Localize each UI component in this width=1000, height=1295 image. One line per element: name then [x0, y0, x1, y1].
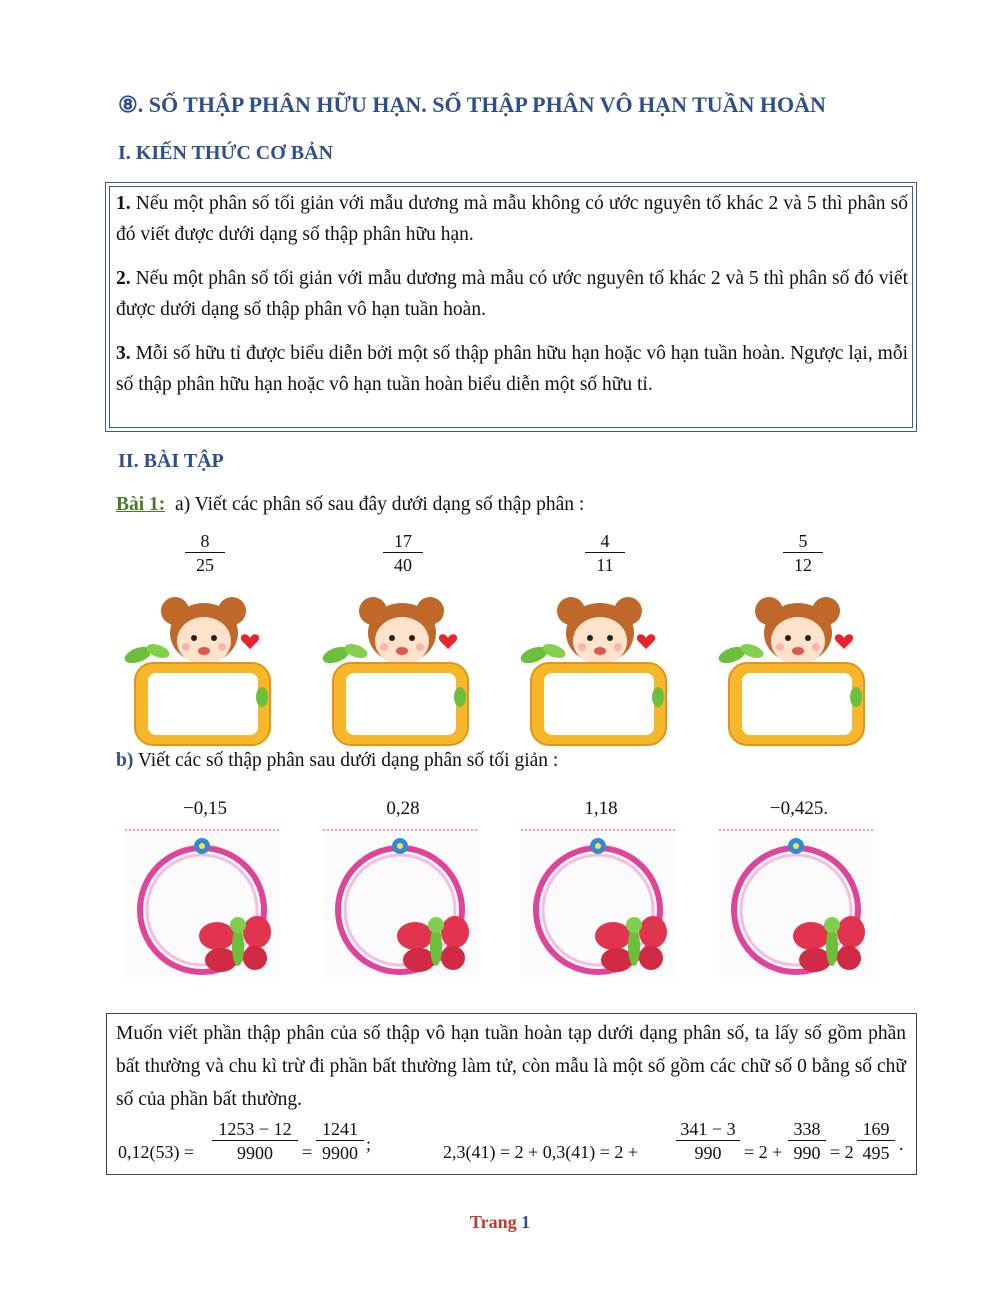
- example-1-left: 0,12(53) =: [118, 1142, 195, 1162]
- knowledge-item-3: 3. Mỗi số hữu tỉ được biểu diễn bởi một số thập phân hữu hạn hoặc vô hạn tuần hoàn. Ngược lại, mỗi số thập phân hữu hạn hoặc vô hạn tuần hoàn biểu diễn một số hữu tỉ.: [116, 343, 908, 395]
- decimal-1: −0,15: [183, 798, 227, 819]
- example-2-mid2: = 2: [830, 1142, 854, 1162]
- fraction-4: $\frac{5}{12}$: [783, 530, 823, 577]
- knowledge-item-1: 1. Nếu một phân số tối giản với mẫu dương mà mẫu không có ước nguyên tố khác 2 và 5 thì phân số đó viết được dưới dạng số thập phân hữu hạn.: [116, 193, 908, 245]
- example-1-equals: =: [302, 1142, 313, 1162]
- example-1-fraction-1: 1253 − 12 9900: [212, 1118, 298, 1165]
- knowledge-item-2: 2. Nếu một phân số tối giản với mẫu dương mà mẫu có ước nguyên tố khác 2 và 5 thì phân số đó viết được dưới dạng số thập phân vô hạn tuần hoàn.: [116, 268, 908, 320]
- section-heading-exercises: II. BÀI TẬP: [118, 450, 224, 472]
- example-2-fraction-2: 338 990: [788, 1118, 826, 1165]
- decimal-3: 1,18: [584, 798, 618, 819]
- decimal-4: −0,425.: [769, 798, 829, 819]
- example-2-fraction-3: 169 495: [857, 1118, 895, 1165]
- page-footer: [0, 1212, 1000, 1233]
- decimal-2: 0,28: [386, 798, 420, 819]
- example-2-fraction-1: 341 − 3 990: [676, 1118, 740, 1165]
- footer-page-number: 1: [521, 1212, 531, 1232]
- exercise-label: Bài 1:: [116, 494, 166, 515]
- page-title: ⑧. SỐ THẬP PHÂN HỮU HẠN. SỐ THẬP PHÂN VÔ HẠN TUẦN HOÀN: [118, 92, 826, 117]
- fraction-3: $\frac{4}{11}$: [585, 530, 625, 577]
- fraction-2: $\frac{17}{40}$: [383, 530, 423, 577]
- fraction-1: $\frac{8}{25}$: [185, 530, 225, 577]
- example-1-semicolon: ;: [366, 1134, 372, 1154]
- section-heading-basics: I. KIẾN THỨC CƠ BẢN: [118, 142, 334, 164]
- example-2-left: 2,3(41) = 2 + 0,3(41) = 2 +: [443, 1142, 639, 1162]
- exercise-part-b: b) Viết các số thập phân sau dưới dạng phân số tối giản :: [116, 750, 559, 771]
- footer-label: Trang: [469, 1212, 517, 1232]
- example-2-period: .: [899, 1134, 904, 1154]
- example-1-fraction-2: 1241 9900: [316, 1118, 364, 1165]
- example-2-mid: = 2 +: [744, 1142, 783, 1162]
- note-text: Muốn viết phần thập phân của số thập vô hạn tuần hoàn tạp dưới dạng phân số, ta lấy số gồm phần bất thường và chu kì trừ đi phần bất thường làm tử, còn mẫu là một số gồm các chữ số 0 bằng số chữ số của phần bất thường.: [116, 1023, 906, 1110]
- exercise-part-a: a) Viết các phân số sau đây dưới dạng số thập phân :: [175, 494, 585, 515]
